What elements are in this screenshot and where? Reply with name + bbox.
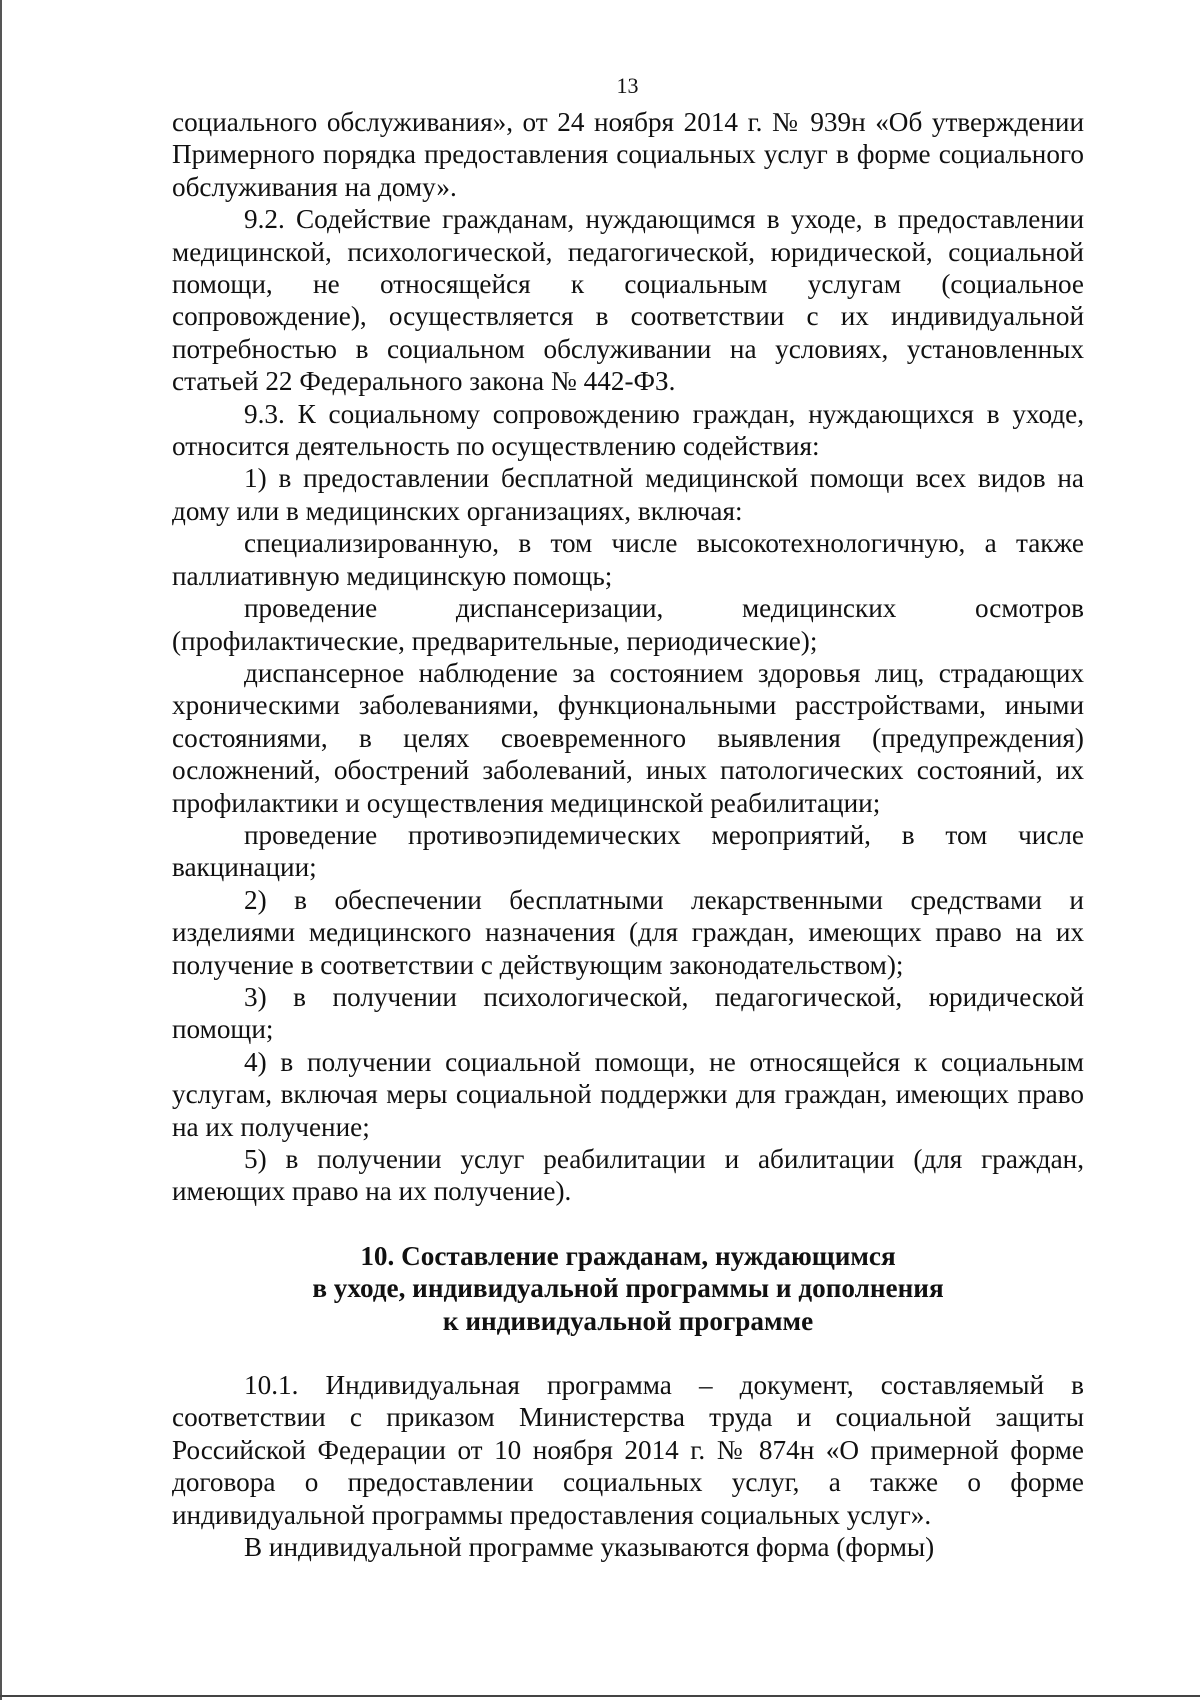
section-heading-line-2: в уходе, индивидуальной программы и дополнения <box>312 1273 944 1304</box>
sub-item-specialized-care: специализированную, в том числе высокотехнологичную, а также паллиативную медицинскую помощь; <box>172 528 1084 591</box>
paragraph-10-1: 10.1. Индивидуальная программа – документ, составляемый в соответствии с приказом Министерства труда и социальной защиты Российской Федерации от 10 ноября 2014 г. № 874н «О примерной форме договора о предоставлении социальных услуг, а также о форме индивидуальной программы предоставления социальных услуг». <box>172 1370 1084 1530</box>
spacer <box>172 1208 1084 1240</box>
paragraph-program-contents: В индивидуальной программе указываются форма (формы) <box>244 1532 935 1563</box>
page-number: 13 <box>616 73 639 98</box>
scan-edge-left <box>0 0 2 1700</box>
scan-edge-bottom <box>0 1695 1200 1697</box>
list-item-3: 3) в получении психологической, педагогической, юридической помощи; <box>172 981 1084 1045</box>
section-heading-line-3: к индивидуальной программе <box>442 1305 814 1336</box>
sub-item-antiepidemic: проведение противоэпидемических мероприятий, в том числе вакцинации; <box>172 819 1084 883</box>
list-item-2: 2) в обеспечении бесплатными лекарственными средствами и изделиями медицинского назначения (для граждан, имеющих право на их получение в соответствии с действующим законодательством); <box>172 884 1084 980</box>
sub-item-dispensary-observation: диспансерное наблюдение за состоянием здоровья лиц, страдающих хроническими заболеваниями, функциональными расстройствами, иными состояниями, в целях своевременного выявления (предупреждения) осложнений, обострений заболеваний, иных патологических состояний, их профилактики и осуществления медицинской реабилитации; <box>172 657 1084 818</box>
section-heading <box>172 1240 1084 1337</box>
list-item-4: 4) в получении социальной помощи, не относящейся к социальным услугам, включая меры социальной поддержки для граждан, имеющих право на их получение; <box>172 1046 1084 1142</box>
document-body <box>172 106 1084 1563</box>
section-heading-line-1: 10. Составление гражданам, нуждающимся <box>360 1240 896 1271</box>
sub-item-dispensarization: проведение диспансеризации, медицинских осмотров (профилактические, предварительные, периодические); <box>172 593 1084 656</box>
paragraph-9-3: 9.3. К социальному сопровождению граждан, нуждающихся в уходе, относится деятельность по осуществлению содействия: <box>172 398 1084 462</box>
list-item-1: 1) в предоставлении бесплатной медицинской помощи всех видов на дому или в медицинских организациях, включая: <box>172 463 1084 526</box>
spacer <box>172 1337 1084 1369</box>
paragraph-9-2: 9.2. Содействие гражданам, нуждающимся в уходе, в предоставлении медицинской, психологической, педагогической, юридической, социальной помощи, не относящейся к социальным услугам (социальное сопровождение), осуществляется в соответствии с их индивидуальной потребностью в социальном обслуживании на условиях, установленных статьей 22 Федерального закона № 442-ФЗ. <box>172 204 1084 397</box>
list-item-5: 5) в получении услуг реабилитации и абилитации (для граждан, имеющих право на их получение). <box>172 1144 1084 1207</box>
paragraph-continuation: социального обслуживания», от 24 ноября 2014 г. № 939н «Об утверждении Примерного порядка предоставления социальных услуг в форме социального обслуживания на дому». <box>172 107 1084 202</box>
